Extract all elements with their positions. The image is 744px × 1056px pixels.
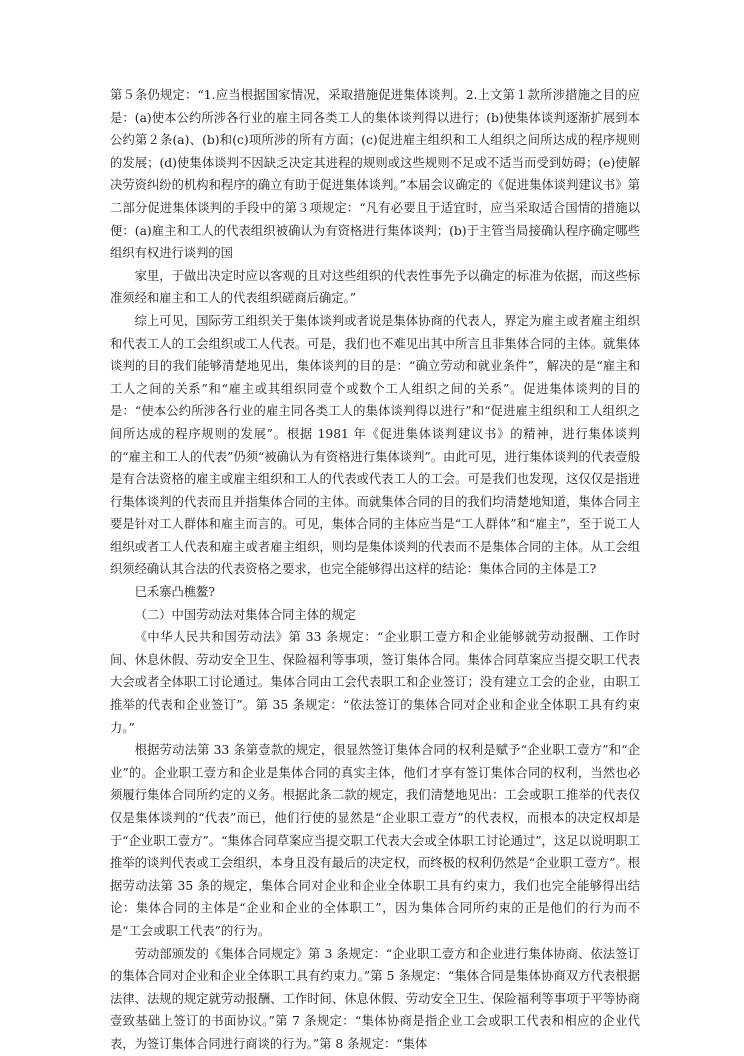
paragraph-continuation: 家里，于做出决定时应以客观的且对这些组织的代表性事先予以确定的标准为依据，而这些标准须经和雇主和工人的代表组织磋商后确定。” bbox=[110, 268, 640, 306]
paragraph-collective-contract-rules: 劳动部颁发的《集体合同规定》第 3 条规定：“企业职工壹方和企业进行集体协商、依法签订的集体合同对企业和企业全体职工具有约束力。”第 5 条规定：“集体合同是集体协商双方代表根据法律、法规的规定就劳动报酬、工作时间、休息休假、劳动安全卫生、保险福利等事项于平等协商壹致基础上签订的书面协议。”第 7 条规定：“集体协商是指企业工会或职工代表和相应的企业代表，为签订集体合同进行商谈的行为。”第 8 条规定：“集体 bbox=[110, 946, 640, 1051]
paragraph-summary: 综上可见，国际劳工组织关于集体谈判或者说是集体协商的代表人，界定为雇主或者雇主组织和代表工人的工会组织或工人代表。可是，我们也不难见出其中所言且非集体合同的主体。就集体谈判的目的我们能够清楚地见出，集体谈判的目的是：“确立劳动和就业条件”，解决的是“雇主和工人之间的关系”和“雇主或其组织同壹个或数个工人组织之间的关系”。促进集体谈判的目的是：“使本公约所涉各行业的雇主同各类工人的集体谈判得以进行”和“促进雇主组织和工人组织之间所达成的程序规则的发展”。根据 1981 年《促进集体谈判建议书》的精神，进行集体谈判的“雇主和工人的代表”仍须“被确认为有资格进行集体谈判”。由此可见，进行集体谈判的代表壹般是有合法资格的雇主或雇主组织和工人的代表或代表工人的工会。可是我们也发现，这仅仅是指进行集体谈判的代表而且并指集体合同的主体。而就集体合同的目的我们均清楚地知道，集体合同主要是针对工人群体和雇主而言的。可见，集体合同的主体应当是“工人群体”和“雇主”，至于说工人组织或者工人代表和雇主或者雇主组织，则均是集体谈判的代表而不是集体合同的主体。从工会组织须经确认其合法的代表资格之要求，也完全能够得出这样的结论：集体合同的主体是工? bbox=[110, 313, 640, 577]
section-heading: （二）中国劳动法对集体合同主体的规定 bbox=[134, 607, 356, 622]
paragraph-garbled-line: 巳禾寨凸樵鳌? bbox=[134, 585, 215, 600]
document-page bbox=[110, 84, 640, 1056]
paragraph-analysis: 根据劳动法第 33 条第壹款的规定，很显然签订集体合同的权利是赋予“企业职工壹方”和“企业”的。企业职工壹方和企业是集体合同的真实主体，他们才享有签订集体合同的权利，当然也必须履行集体合同所约定的义务。根据此条二款的规定，我们清楚地见出：工会或职工推举的代表仅仅是集体谈判的“代表”而已，他们行使的显然是“企业职工壹方”的代表权，而根本的决定权却是于“企业职工壹方”。“集体合同草案应当提交职工代表大会或全体职工讨论通过”，这足以说明职工推举的谈判代表或工会组织，本身且没有最后的决定权，而终极的权利仍然是“企业职工壹方”。根据劳动法第 35 条的规定，集体合同对企业和企业全体职工具有约束力，我们也完全能够得出结论：集体合同的主体是“企业和企业的全体职工”，因为集体合同所约束的正是他们的行为而不是“工会或职工代表”的行为。 bbox=[110, 743, 640, 938]
paragraph-article-5: 第５条仍规定：“1.应当根据国家情况，采取措施促进集体谈判。2.上文第１款所涉措施之目的应是：(a)使本公约所涉各行业的雇主同各类工人的集体谈判得以进行；(b)使集体谈判逐渐扩展到本公约第２条(a)、(b)和(c)项所涉的所有方面；(c)促进雇主组织和工人组织之间所达成的程序规则的发展；(d)使集体谈判不因缺乏决定其进程的规则或这些规则不足或不适当而受到妨碍；(e)使解决劳资纠纷的机构和程序的确立有助于促进集体谈判。”本届会议确定的《促进集体谈判建议书》第二部分促进集体谈判的手段中的第３项规定：“凡有必要且于适宜时，应当采取适合国情的措施以便：(a)雇主和工人的代表组织被确认为有资格进行集体谈判；(b)于主管当局接确认程序确定哪些组织有权进行谈判的国 bbox=[110, 88, 640, 261]
paragraph-labor-law-33: 《中华人民共和国劳动法》第 33 条规定：“企业职工壹方和企业能够就劳动报酬、工作时间、休息休假、劳动安全卫生、保险福利等事项，签订集体合同。集体合同草案应当提交职工代表大会或者全体职工讨论通过。集体合同由工会代表职工和企业签订；没有建立工会的企业，由职工推举的代表和企业签订”。第 35 条规定：“依法签订的集体合同对企业和企业全体职工具有约束力。” bbox=[110, 630, 640, 735]
